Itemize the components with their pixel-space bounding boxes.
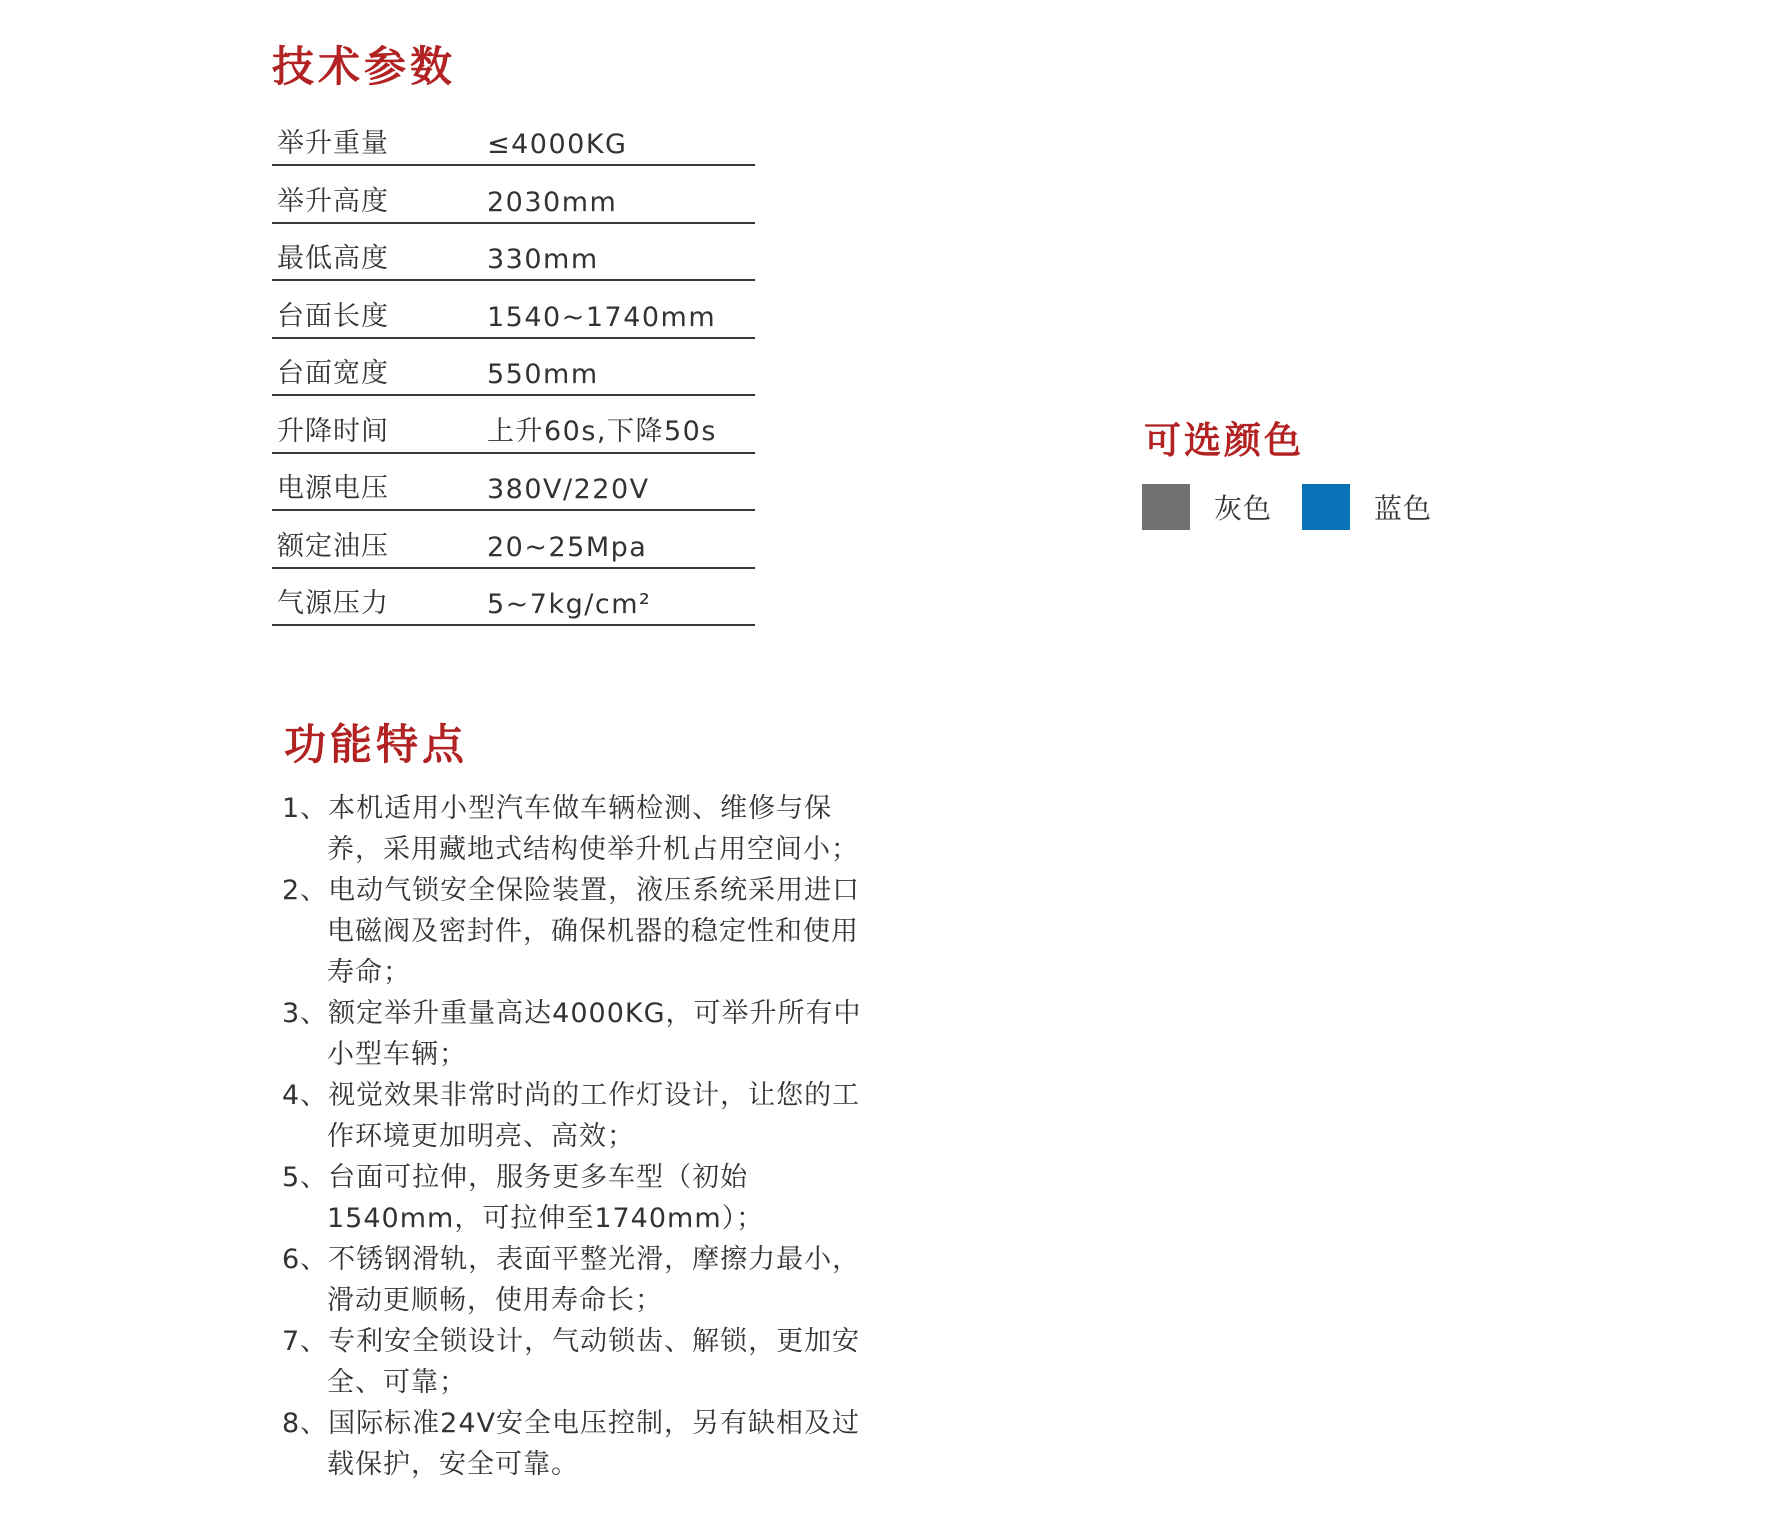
- spec-label: 台面长度: [277, 300, 389, 332]
- spec-row: [272, 339, 755, 397]
- spec-value: 2030mm: [487, 186, 618, 218]
- gray-color-swatch: [1142, 484, 1190, 530]
- spec-row: [272, 224, 755, 282]
- features-list: [282, 788, 882, 1485]
- feature-item: 8、国际标准24V安全电压控制，另有缺相及过载保护，安全可靠。: [282, 1408, 861, 1480]
- spec-label: 升降时间: [277, 415, 389, 447]
- spec-value: 1540~1740mm: [487, 301, 717, 333]
- feature-item: 6、不锈钢滑轨，表面平整光滑，摩擦力最小，滑动更顺畅，使用寿命长；: [282, 1244, 861, 1316]
- spec-row: [272, 281, 755, 339]
- spec-label: 最低高度: [277, 243, 389, 274]
- feature-item: 7、专利安全锁设计，气动锁齿、解锁，更加安全、可靠；: [282, 1326, 861, 1398]
- spec-title: 技术参数: [272, 42, 457, 91]
- feature-item: 4、视觉效果非常时尚的工作灯设计，让您的工作环境更加明亮、高效；: [282, 1080, 861, 1152]
- spec-value: 上升60s,下降50s: [487, 415, 717, 447]
- gray-color-label: 灰色: [1214, 492, 1273, 525]
- blue-color-swatch: [1302, 484, 1350, 530]
- feature-item: 5、台面可拉伸，服务更多车型（初始1540mm，可拉伸至1740mm）；: [282, 1162, 765, 1234]
- spec-value: 20~25Mpa: [487, 531, 648, 563]
- spec-row: [272, 511, 755, 569]
- spec-row: [272, 569, 755, 627]
- spec-label: 气源压力: [277, 588, 389, 619]
- spec-row: [272, 396, 755, 454]
- spec-value: 380V/220V: [487, 474, 650, 505]
- spec-row: [272, 110, 755, 166]
- spec-row: [272, 166, 755, 224]
- spec-value: 330mm: [487, 244, 599, 275]
- spec-value: 5~7kg/cm²: [487, 589, 652, 620]
- colors-title: 可选颜色: [1144, 419, 1304, 462]
- spec-table: [272, 110, 755, 626]
- spec-value: ≤4000KG: [487, 129, 628, 160]
- spec-label: 电源电压: [277, 473, 389, 504]
- blue-color-label: 蓝色: [1374, 492, 1433, 525]
- spec-label: 额定油压: [277, 530, 389, 562]
- spec-label: 台面宽度: [277, 358, 389, 389]
- features-title: 功能特点: [284, 720, 469, 769]
- spec-label: 举升高度: [277, 185, 389, 217]
- spec-row: [272, 454, 755, 512]
- color-options: [1142, 484, 1462, 530]
- spec-label: 举升重量: [277, 128, 389, 159]
- feature-item: 2、电动气锁安全保险装置，液压系统采用进口电磁阀及密封件，确保机器的稳定性和使用寿命；: [282, 875, 861, 988]
- feature-item: 3、额定举升重量高达4000KG，可举升所有中小型车辆；: [282, 998, 862, 1070]
- spec-value: 550mm: [487, 359, 599, 390]
- feature-item: 1、本机适用小型汽车做车辆检测、维修与保养，采用藏地式结构使举升机占用空间小；: [282, 793, 859, 865]
